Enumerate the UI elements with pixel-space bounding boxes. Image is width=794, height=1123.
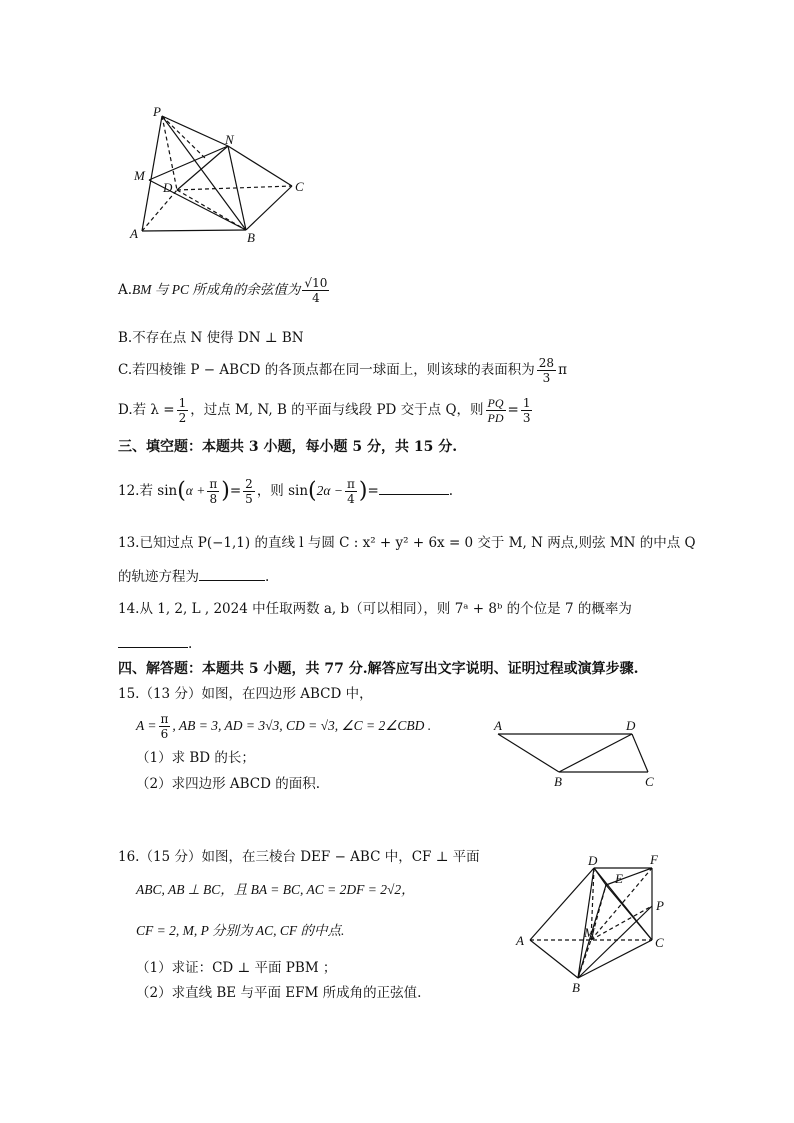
option-a: [118, 276, 331, 305]
label-P: P: [153, 104, 161, 119]
option-d-ratio-numerator: PQ: [487, 396, 504, 410]
question-15-stem: 15.（13 分）如图，在四边形 ABCD 中，: [118, 686, 373, 702]
question-15-part2: （2）求四边形 ABCD 的面积.: [136, 776, 321, 792]
question-16-stem: 16.（15 分）如图，在三棱台 DEF − ABC 中，CF ⊥ 平面: [118, 849, 480, 865]
label-M: M: [134, 168, 145, 183]
label-A: A: [516, 933, 524, 948]
q14-answer-blank[interactable]: [118, 635, 188, 648]
section-3-heading: 三、填空题：本题共 3 小题，每小题 5 分，共 15 分.: [118, 439, 458, 455]
q12-eq2: =: [367, 483, 379, 499]
label-B: B: [572, 980, 580, 995]
q12-end: .: [448, 483, 454, 499]
option-c: [118, 356, 567, 385]
label-C: C: [655, 935, 664, 950]
option-d-mid: ，过点 M, N, B 的平面与线段 PD 交于点 Q，则: [190, 402, 484, 418]
option-a-denominator: 4: [312, 291, 320, 305]
quadrilateral-figure: [490, 716, 670, 792]
q12-arg2: 2α −: [316, 483, 343, 498]
q12-pi1: π: [209, 477, 218, 491]
option-d-eq: =: [507, 402, 519, 418]
option-d-prefix: D.若 λ =: [118, 402, 175, 418]
question-16-line2: ABC, AB ⊥ BC，且 BA = BC, AC = 2DF = 2√2，: [136, 882, 415, 897]
question-16-part1: （1）求证：CD ⊥ 平面 PBM ；: [136, 960, 337, 976]
label-N: N: [225, 132, 234, 147]
option-a-prefix: A.: [118, 282, 133, 298]
q15-cond-a: A =: [136, 718, 157, 733]
label-D: D: [588, 853, 598, 868]
option-d-result-denominator: 3: [522, 411, 531, 425]
option-c-text: C.若四棱锥 P − ABCD 的各顶点都在同一球面上，则该球的表面积为: [118, 362, 535, 378]
option-d-fraction-lambda: [177, 396, 189, 425]
question-14-line2: [118, 635, 192, 652]
option-c-pi: π: [558, 362, 567, 378]
question-15-part1: （1）求 BD 的长；: [136, 750, 255, 766]
section-4-heading: 四、解答题：本题共 5 小题，共 77 分.解答应写出文字说明、证明过程或演算步骤.: [118, 661, 639, 677]
q12-arg1: α +: [185, 483, 206, 498]
question-16-line3: CF = 2, M, P 分别为 AC, CF 的中点.: [136, 923, 345, 938]
option-a-fraction: [302, 276, 329, 305]
option-c-fraction: [537, 356, 556, 385]
q12-prefix: 12.若 sin: [118, 483, 178, 499]
q12-pi-over-8: [207, 477, 219, 506]
q12-answer-blank[interactable]: [379, 482, 449, 495]
option-d-fraction-ratio: [486, 396, 506, 425]
question-13-line1: 13.已知过点 P(−1,1) 的直线 l 与圆 C : x² + y² + 6x = 0 交于 M, N 两点,则弦 MN 的中点 Q: [118, 535, 696, 551]
label-D: D: [626, 718, 636, 733]
label-B: B: [554, 774, 562, 789]
question-12: 12.若 sin(α + $\frac{\pi}{8}$ )= $\frac{2}{5}$ ，则 sin(2α − $\frac{\pi}{4}$ )= .: [118, 477, 454, 506]
label-C: C: [295, 179, 304, 194]
label-B: B: [247, 230, 255, 245]
label-F: F: [650, 852, 658, 867]
option-d-fraction-result: [521, 396, 533, 425]
label-A: A: [130, 226, 138, 241]
option-b: B.不存在点 N 使得 DN ⊥ BN: [118, 330, 304, 346]
option-a-text: BM 与 PC 所成角的余弦值为: [132, 282, 301, 297]
q12-four: 4: [347, 492, 355, 506]
option-d-numerator: 1: [178, 396, 187, 410]
q13-line2-text: 的轨迹方程为: [118, 569, 199, 585]
option-a-numerator: √10: [304, 276, 328, 290]
q12-pi-over-4: [345, 477, 357, 506]
option-d-result-numerator: 1: [522, 396, 531, 410]
q15-six: 6: [160, 727, 169, 741]
q15-cond-rest: , AB = 3, AD = 3√3, CD = √3, ∠C = 2∠CBD .: [172, 718, 432, 733]
option-d-ratio-denominator: PD: [487, 411, 504, 425]
q14-end: .: [188, 636, 193, 652]
label-C: C: [645, 774, 654, 789]
label-M: M: [584, 925, 595, 940]
question-15-conditions: [136, 712, 431, 741]
q15-pi-over-6: [159, 712, 171, 741]
option-d: [118, 396, 534, 425]
label-P: P: [656, 898, 664, 913]
q12-five: 5: [245, 492, 253, 506]
q13-end: .: [265, 569, 270, 585]
q12-mid: ，则 sin: [256, 483, 309, 499]
question-13-line2: [118, 568, 269, 585]
question-16-part2: （2）求直线 BE 与平面 EFM 所成角的正弦值.: [136, 985, 422, 1001]
question-14-line1: 14.从 1, 2, L , 2024 中任取两数 a, b（可以相同），则 7ᵃ + 8ᵇ 的个位是 7 的概率为: [118, 601, 632, 617]
q12-eight: 8: [209, 492, 218, 506]
q13-answer-blank[interactable]: [199, 568, 265, 581]
label-A: A: [494, 718, 502, 733]
q15-pi: π: [160, 712, 169, 726]
q12-pi2: π: [346, 477, 355, 491]
q12-two-fifths: [243, 477, 255, 506]
frustum-figure: [510, 850, 680, 995]
option-c-denominator: 3: [542, 371, 551, 385]
option-d-denominator: 2: [178, 411, 187, 425]
q12-two: 2: [245, 477, 253, 491]
q12-eq1: =: [229, 483, 242, 499]
pyramid-figure: [125, 100, 315, 245]
label-E: E: [615, 871, 623, 886]
label-D: D: [163, 180, 173, 195]
option-c-numerator: 28: [538, 356, 555, 370]
